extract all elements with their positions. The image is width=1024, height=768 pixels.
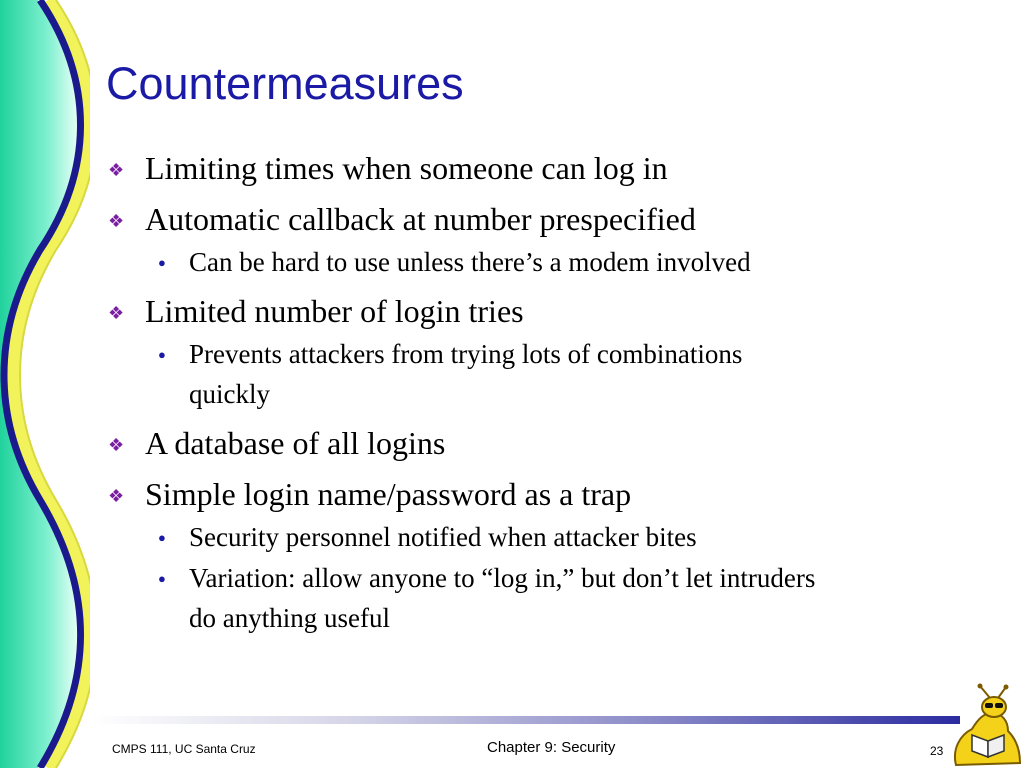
sub-bullet-line: Security personnel notified when attacker bites (189, 522, 697, 552)
diamond-quad-icon: ❖ (108, 211, 125, 231)
diamond-quad-icon: ❖ (108, 303, 125, 323)
sub-bullet-line: Variation: allow anyone to “log in,” but don’t let intruders (189, 563, 816, 593)
page-number: 23 (930, 744, 944, 758)
slug-mascot-icon (950, 683, 1024, 768)
footer-chapter: Chapter 9: Security (487, 739, 616, 756)
dot-icon: ● (158, 530, 166, 545)
footer-course: CMPS 111, UC Santa Cruz (112, 742, 256, 756)
sub-bullet-line: quickly (189, 379, 270, 409)
diamond-quad-icon: ❖ (108, 486, 125, 506)
bullet-item: Simple login name/password as a trap (145, 476, 632, 512)
slide-title: Countermeasures (106, 58, 464, 109)
sub-bullet-line: Can be hard to use unless there’s a modem involved (189, 247, 751, 277)
bullet-item: Limited number of login tries (145, 293, 524, 329)
bullet-item: Automatic callback at number prespecified (145, 201, 696, 237)
diamond-quad-icon: ❖ (108, 435, 125, 455)
footer-gradient-bar (90, 716, 960, 724)
dot-icon: ● (158, 571, 166, 586)
bullet-item: Limiting times when someone can log in (145, 150, 668, 186)
dot-icon: ● (158, 255, 166, 270)
sub-bullet-line: Prevents attackers from trying lots of combinations (189, 339, 743, 369)
dot-icon: ● (158, 347, 166, 362)
bullet-item: A database of all logins (145, 425, 446, 461)
diamond-quad-icon: ❖ (108, 160, 125, 180)
sub-bullet-line: do anything useful (189, 603, 390, 633)
